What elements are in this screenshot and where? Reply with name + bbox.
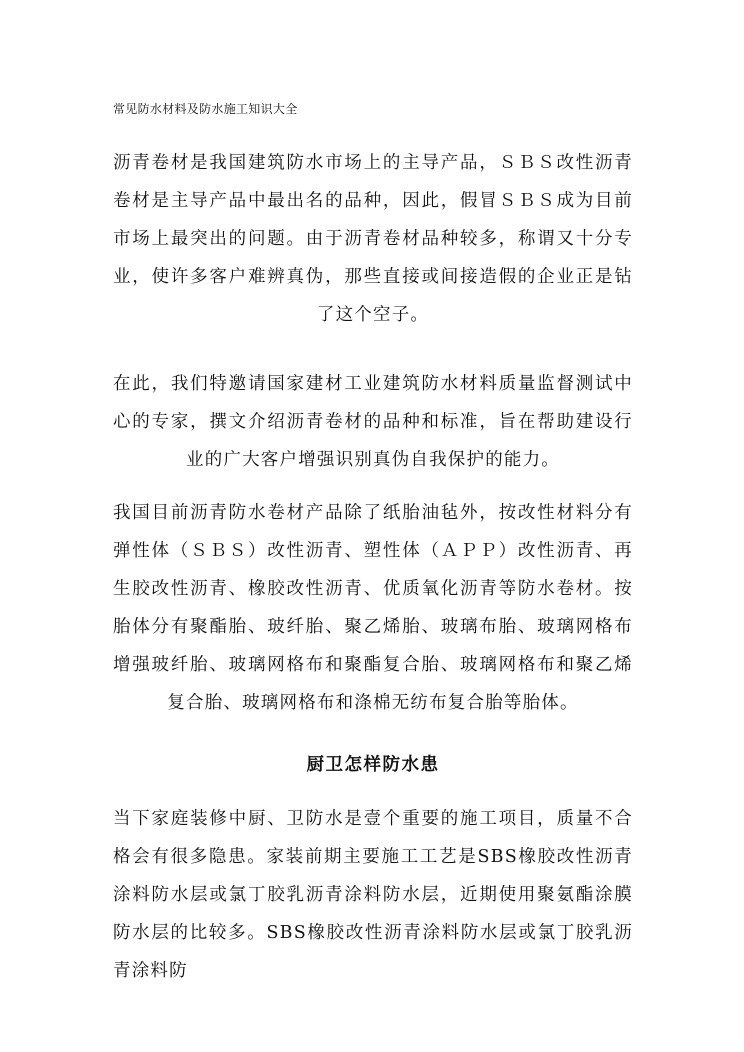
section-heading: 厨卫怎样防水患 <box>306 755 440 775</box>
body-paragraph: 在此，我们特邀请国家建材工业建筑防水材料质量监督测试中心的专家，撰文介绍沥青卷材的品种和标准，旨在帮助建设行业的广大客户增强识别真伪自我保护的能力。 <box>113 374 633 470</box>
body-paragraph: 沥青卷材是我国建筑防水市场上的主导产品，ＳＢＳ改性沥青卷材是主导产品中最出名的品种，因此，假冒ＳＢＳ成为目前市场上最突出的问题。由于沥青卷材品种较多，称谓又十分专业，使许多客户难辨真伪，那些直接或间接造假的企业正是钻了这个空子。 <box>113 153 633 325</box>
section-paragraph: 当下家庭装修中厨、卫防水是壹个重要的施工项目，质量不合格会有很多隐患。家装前期主要施工工艺是SBS橡胶改性沥青涂料防水层或氯丁胶乳沥青涂料防水层，近期使用聚氨酯涂膜防水层的比较多。SBS橡胶改性沥青涂料防水层或氯丁胶乳沥青涂料防 <box>113 809 633 981</box>
page-title: 常见防水材料及防水施工知识大全 <box>113 102 298 116</box>
body-paragraph: 我国目前沥青防水卷材产品除了纸胎油毡外，按改性材料分有弹性体（ＳＢＳ）改性沥青、塑性体（ＡＰＰ）改性沥青、再生胶改性沥青、橡胶改性沥青、优质氧化沥青等防水卷材。按胎体分有聚酯胎、玻纤胎、聚乙烯胎、玻璃布胎、玻璃网格布增强玻纤胎、玻璃网格布和聚酯复合胎、玻璃网格布和聚乙烯复合胎、玻璃网格布和涤棉无纺布复合胎等胎体。 <box>113 503 633 713</box>
